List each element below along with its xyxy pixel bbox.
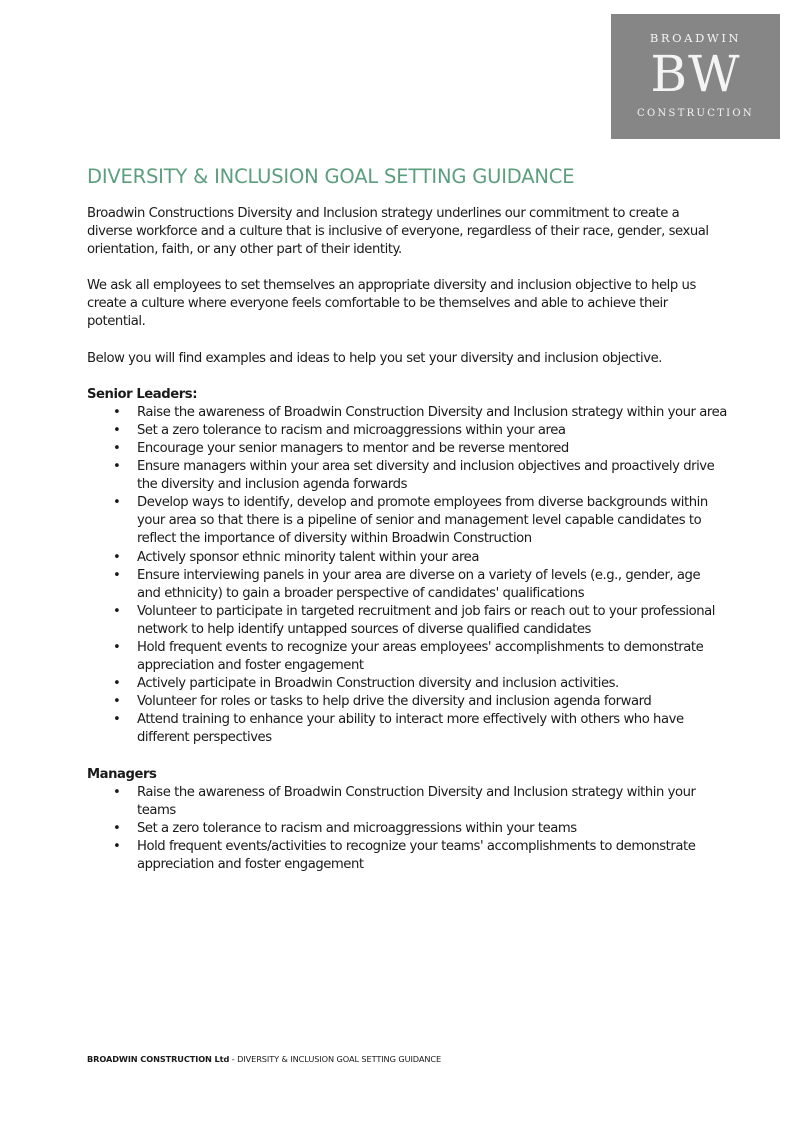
list-item: • Ensure interviewing panels in your area are diverse on a variety of levels (e.g., gender, age and ethnicity) to gain a broader perspective of candidates' qualifications (137, 567, 727, 603)
list-item: • Actively participate in Broadwin Construction diversity and inclusion activities. (137, 675, 727, 693)
footer-company: BROADWIN CONSTRUCTION Ltd (87, 1054, 230, 1064)
logo-top-text: BROADWIN (649, 31, 742, 45)
logo-bottom-text: CONSTRUCTION (637, 108, 754, 119)
document-body (87, 205, 727, 892)
managers-list (87, 784, 727, 874)
list-item: • Volunteer for roles or tasks to help drive the diversity and inclusion agenda forward (137, 693, 727, 711)
company-logo (611, 14, 780, 139)
objective-paragraph: We ask all employees to set themselves an appropriate diversity and inclusion objective to help us create a culture where everyone feels comfortable to be themselves and able to achieve their potential. (87, 278, 696, 330)
footer-doc-title: DIVERSITY & INCLUSION GOAL SETTING GUIDANCE (237, 1054, 442, 1064)
page-title: DIVERSITY & INCLUSION GOAL SETTING GUIDANCE (87, 165, 575, 188)
list-item: • Raise the awareness of Broadwin Construction Diversity and Inclusion strategy within your area (137, 404, 727, 422)
section-heading-managers: Managers (87, 766, 157, 782)
list-item: • Set a zero tolerance to racism and microaggressions within your area (137, 422, 727, 440)
list-item: • Set a zero tolerance to racism and microaggressions within your teams (137, 820, 727, 838)
section-heading-senior-leaders: Senior Leaders: (87, 386, 198, 402)
list-item: • Volunteer to participate in targeted recruitment and job fairs or reach out to your professional network to help identify untapped sources of diverse qualified candidates (137, 603, 727, 639)
list-item: • Attend training to enhance your ability to interact more effectively with others who have different perspectives (137, 711, 727, 747)
list-item: • Encourage your senior managers to mentor and be reverse mentored (137, 440, 727, 458)
logo-monogram: BW (650, 45, 741, 103)
list-item: • Raise the awareness of Broadwin Construction Diversity and Inclusion strategy within your teams (137, 784, 727, 820)
examples-paragraph: Below you will find examples and ideas to help you set your diversity and inclusion objective. (87, 350, 662, 366)
list-item: • Hold frequent events/activities to recognize your teams' accomplishments to demonstrate appreciation and foster engagement (137, 838, 727, 874)
list-item: • Ensure managers within your area set diversity and inclusion objectives and proactively drive the diversity and inclusion agenda forwards (137, 458, 727, 494)
footer-separator: - (229, 1054, 238, 1064)
page-footer (87, 1054, 441, 1064)
senior-leaders-list (87, 404, 727, 748)
list-item: • Actively sponsor ethnic minority talent within your area (137, 549, 727, 567)
intro-paragraph: Broadwin Constructions Diversity and Inclusion strategy underlines our commitment to create a diverse workforce and a culture that is inclusive of everyone, regardless of their race, gender, sexual orientation, faith, or any other part of their identity. (87, 206, 709, 258)
list-item: • Hold frequent events to recognize your areas employees' accomplishments to demonstrate appreciation and foster engagement (137, 639, 727, 675)
list-item: • Develop ways to identify, develop and promote employees from diverse backgrounds within your area so that there is a pipeline of senior and management level capable candidates to reflect the importance of diversity within Broadwin Construction (137, 494, 727, 548)
